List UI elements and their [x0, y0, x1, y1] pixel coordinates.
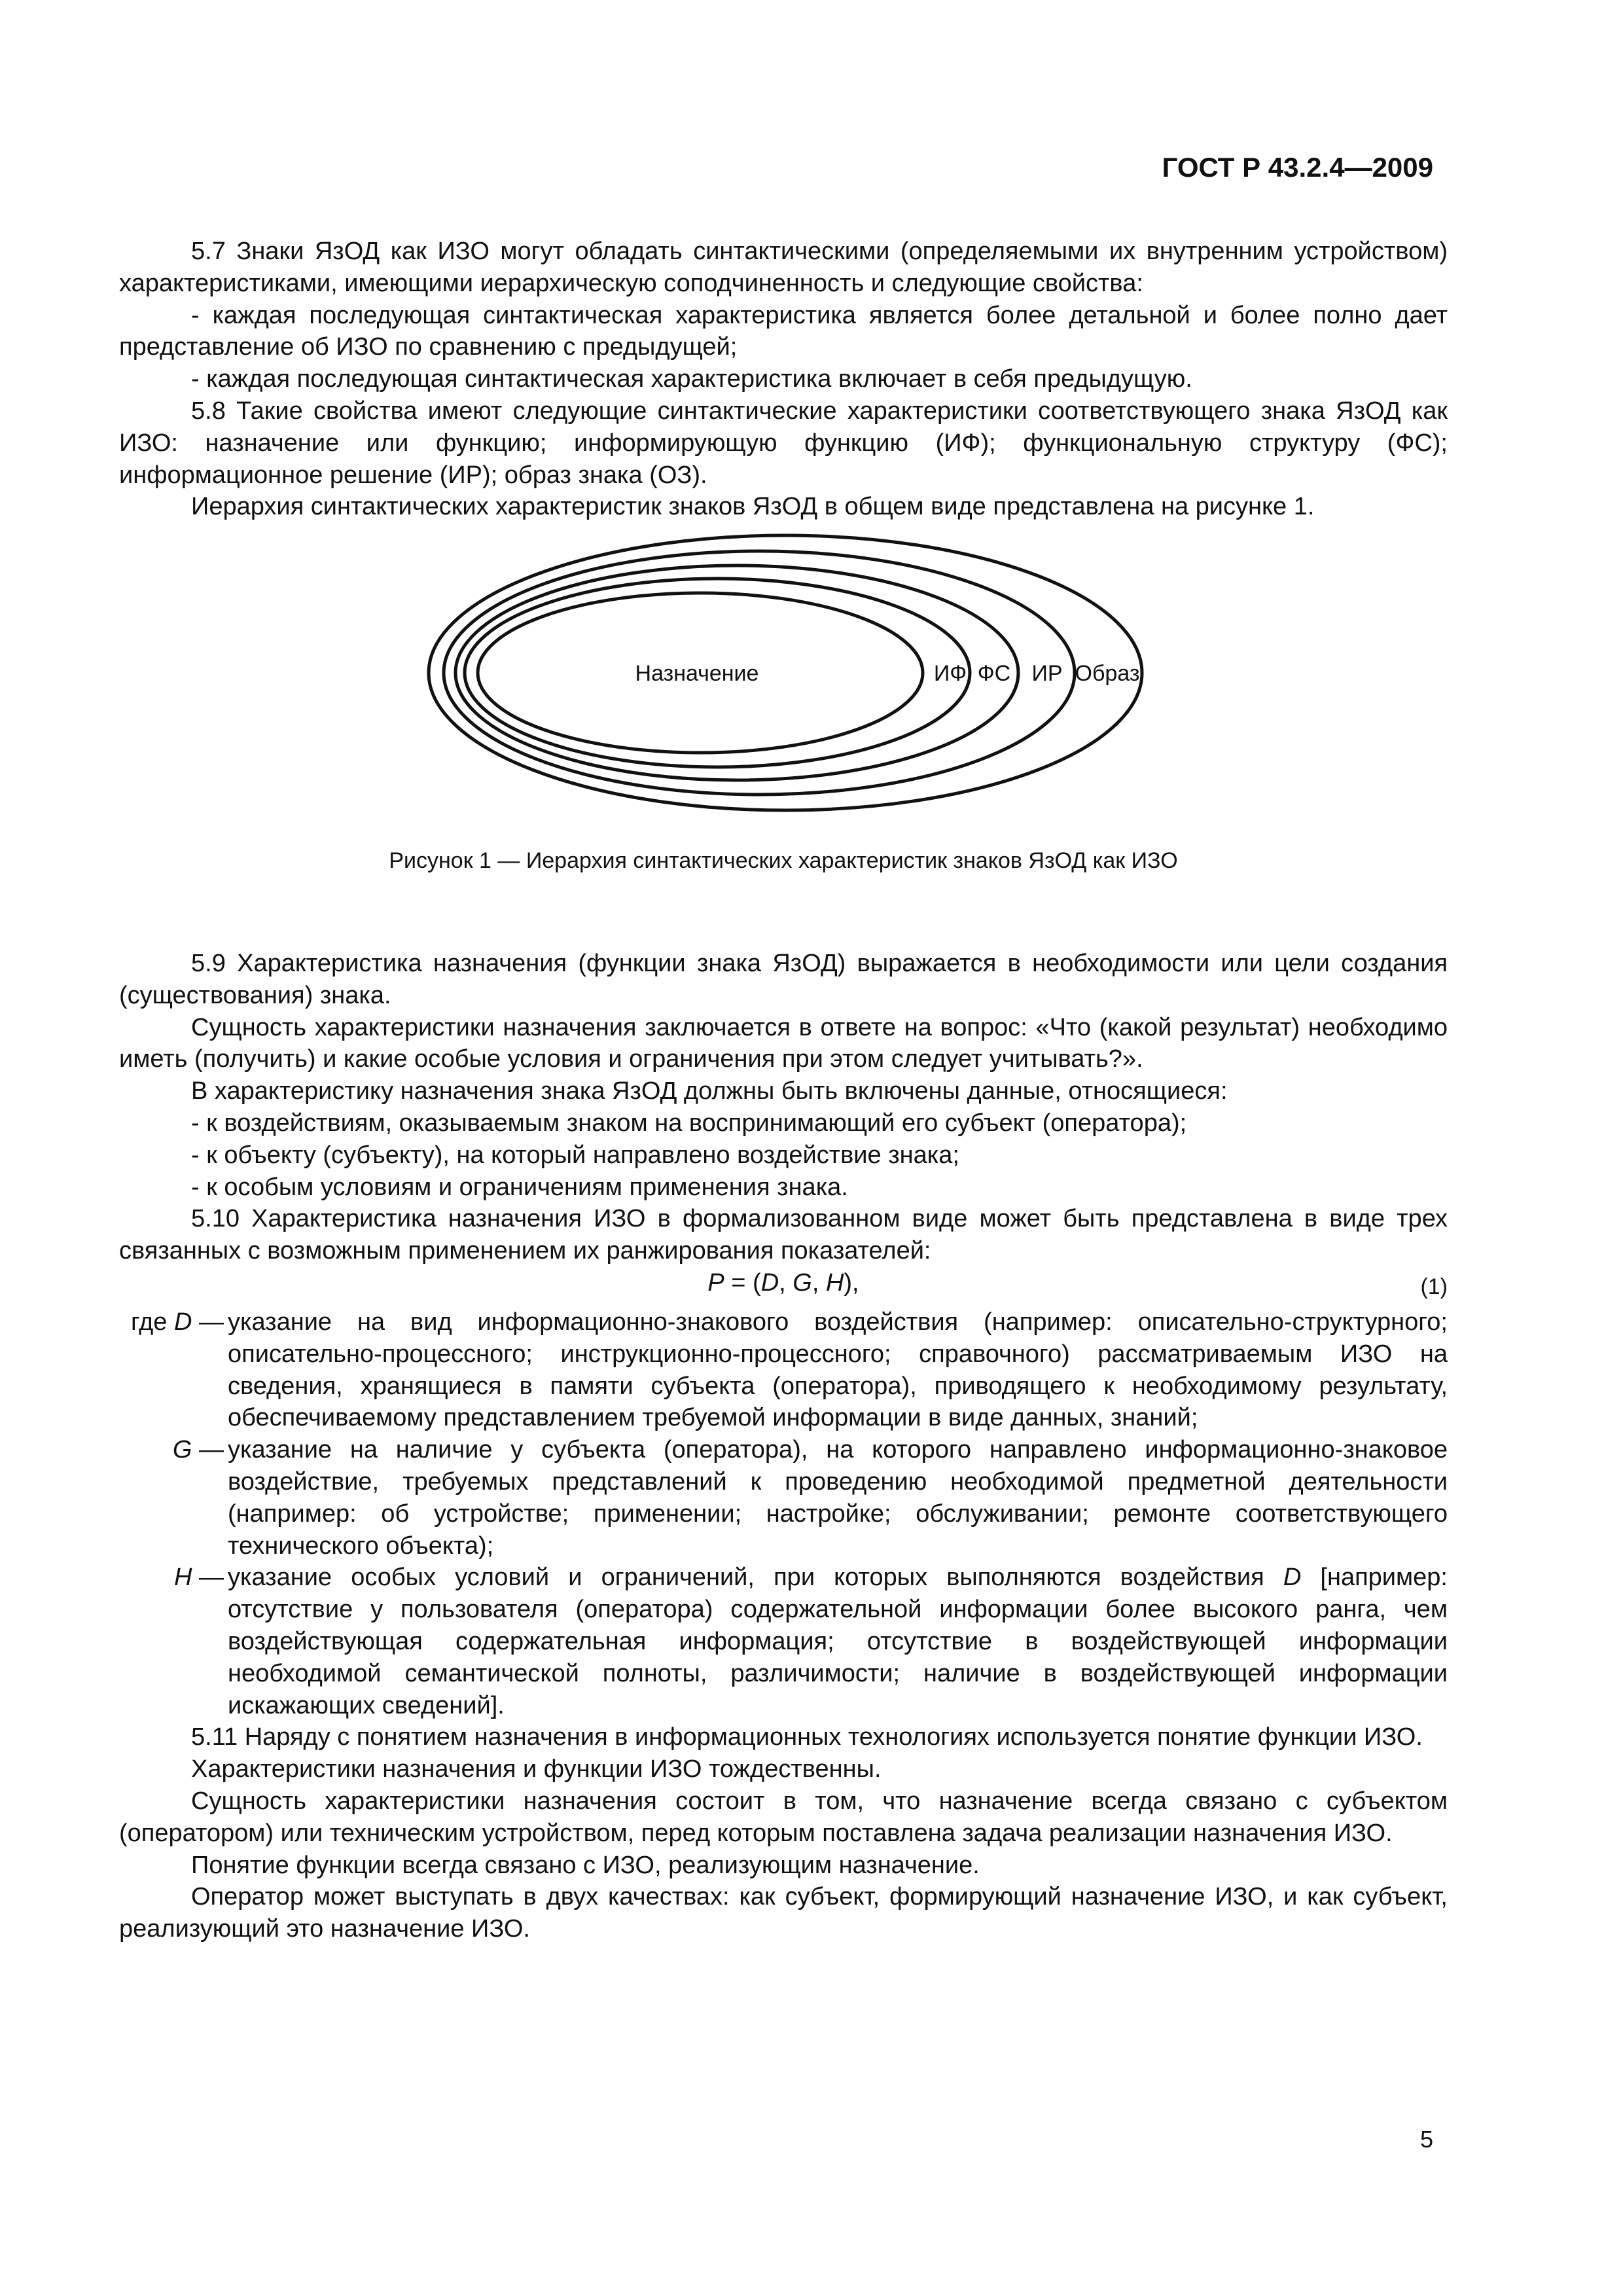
list-item: - к объекту (субъекту), на который направлено воздействие знака;	[191, 1141, 959, 1169]
paragraph-essence-2: Сущность характеристики назначения состоит в том, что назначение всегда связано с субъектом (оператором) или техническим устройством, перед которым поставлена задача реализации назначения ИЗО.	[119, 1787, 1448, 1847]
definition-h: H — указание особых условий и ограничений, при которых выполняются воздействия D [например: отсутствие у пользователя (оператора) содержательной информации более высокого ранга, чем воздействующая содержательная информация; отсутствие в воздействующей информации необходимой семантической полноты, различимости; наличие в воздействующей информации искажающих сведений].	[173, 1564, 1448, 1719]
page-number: 5	[1419, 2126, 1433, 2153]
nested-ellipses-diagram	[419, 524, 1152, 825]
document-header: ГОСТ Р 43.2.4—2009	[1162, 152, 1433, 183]
figure-1-hierarchy-diagram	[419, 524, 1152, 825]
paragraph-essence: Сущность характеристики назначения заключается в ответе на вопрос: «Что (какой результат) необходимо иметь (получить) и какие особые условия и ограничения при этом следует учитывать?».	[119, 1013, 1448, 1073]
definition-g: G — указание на наличие у субъекта (оператора), на которого направлено информационно-знаковое воздействие, требуемых представлений к проведению необходимой предметной деятельности (например: об устройстве; применении; настройке; обслуживании; ремонте соответствующего технического объекта);	[172, 1436, 1448, 1560]
paragraph-data-list-intro: В характеристику назначения знака ЯзОД должны быть включены данные, относящиеся:	[191, 1077, 1228, 1105]
label-obraz: Образ	[1075, 661, 1140, 686]
formula-number: (1)	[1420, 1274, 1448, 1299]
paragraph-5-7: 5.7 Знаки ЯзОД как ИЗО могут обладать синтактическими (определяемыми их внутренним устройством) характеристиками, имеющими иерархическую соподчиненность и следующие свойства:	[119, 238, 1448, 297]
list-item: - к воздействиям, оказываемым знаком на воспринимающий его субъект (оператора);	[191, 1109, 1187, 1137]
formula: P = (D, G, H),	[707, 1268, 859, 1297]
list-item: - каждая последующая синтактическая характеристика включает в себя предыдущую.	[191, 365, 1192, 393]
section-5-7-5-8	[119, 236, 1448, 523]
label-fs: ФС	[977, 661, 1011, 686]
paragraph-figure-reference: Иерархия синтактических характеристик знаков ЯзОД в общем виде представлена на рисунке 1.	[191, 493, 1315, 521]
label-ir: ИР	[1031, 661, 1063, 686]
list-item: - каждая последующая синтактическая характеристика является более детальной и более полно дает представление об ИЗО по сравнению с предыдущей;	[119, 301, 1448, 361]
label-naznachenie: Назначение	[635, 661, 759, 686]
paragraph-5-8: 5.8 Такие свойства имеют следующие синтактические характеристики соответствующего знака ЯзОД как ИЗО: назначение или функцию; информирующую функцию (ИФ); функциональную структуру (ФС); информационное решение (ИР); образ знака (ОЗ).	[119, 397, 1448, 489]
label-if: ИФ	[933, 661, 967, 686]
list-item: - к особым условиям и ограничениям применения знака.	[191, 1173, 848, 1201]
definition-d: где D — указание на вид информационно-знакового воздействия (например: описательно-структурного; описательно-процессного; инструкционно-процессного; справочного) рассматриваемым ИЗО на сведения, хранящиеся в памяти субъекта (оператора), приводящего к необходимому результату, обеспечиваемому представлением требуемой информации в виде данных, знаний;	[130, 1308, 1448, 1432]
figure-caption: Рисунок 1 — Иерархия синтактических характеристик знаков ЯзОД как ИЗО	[389, 848, 1178, 873]
paragraph-identity: Характеристики назначения и функции ИЗО тождественны.	[191, 1755, 882, 1784]
paragraph-5-11: 5.11 Наряду с понятием назначения в информационных технологиях используется понятие функции ИЗО.	[191, 1723, 1423, 1751]
paragraph-operator: Оператор может выступать в двух качествах: как субъект, формирующий назначение ИЗО, и как субъект, реализующий это назначение ИЗО.	[119, 1883, 1448, 1943]
paragraph-5-9: 5.9 Характеристика назначения (функции знака ЯзОД) выражается в необходимости или цели создания (существования) знака.	[119, 950, 1448, 1009]
paragraph-5-10: 5.10 Характеристика назначения ИЗО в формализованном виде может быть представлена в виде трех связанных с возможным применением их ранжирования показателей:	[119, 1205, 1448, 1265]
paragraph-function: Понятие функции всегда связано с ИЗО, реализующим назначение.	[191, 1851, 980, 1879]
section-5-9-5-10	[119, 948, 1448, 1945]
formula-row	[119, 1267, 1448, 1306]
